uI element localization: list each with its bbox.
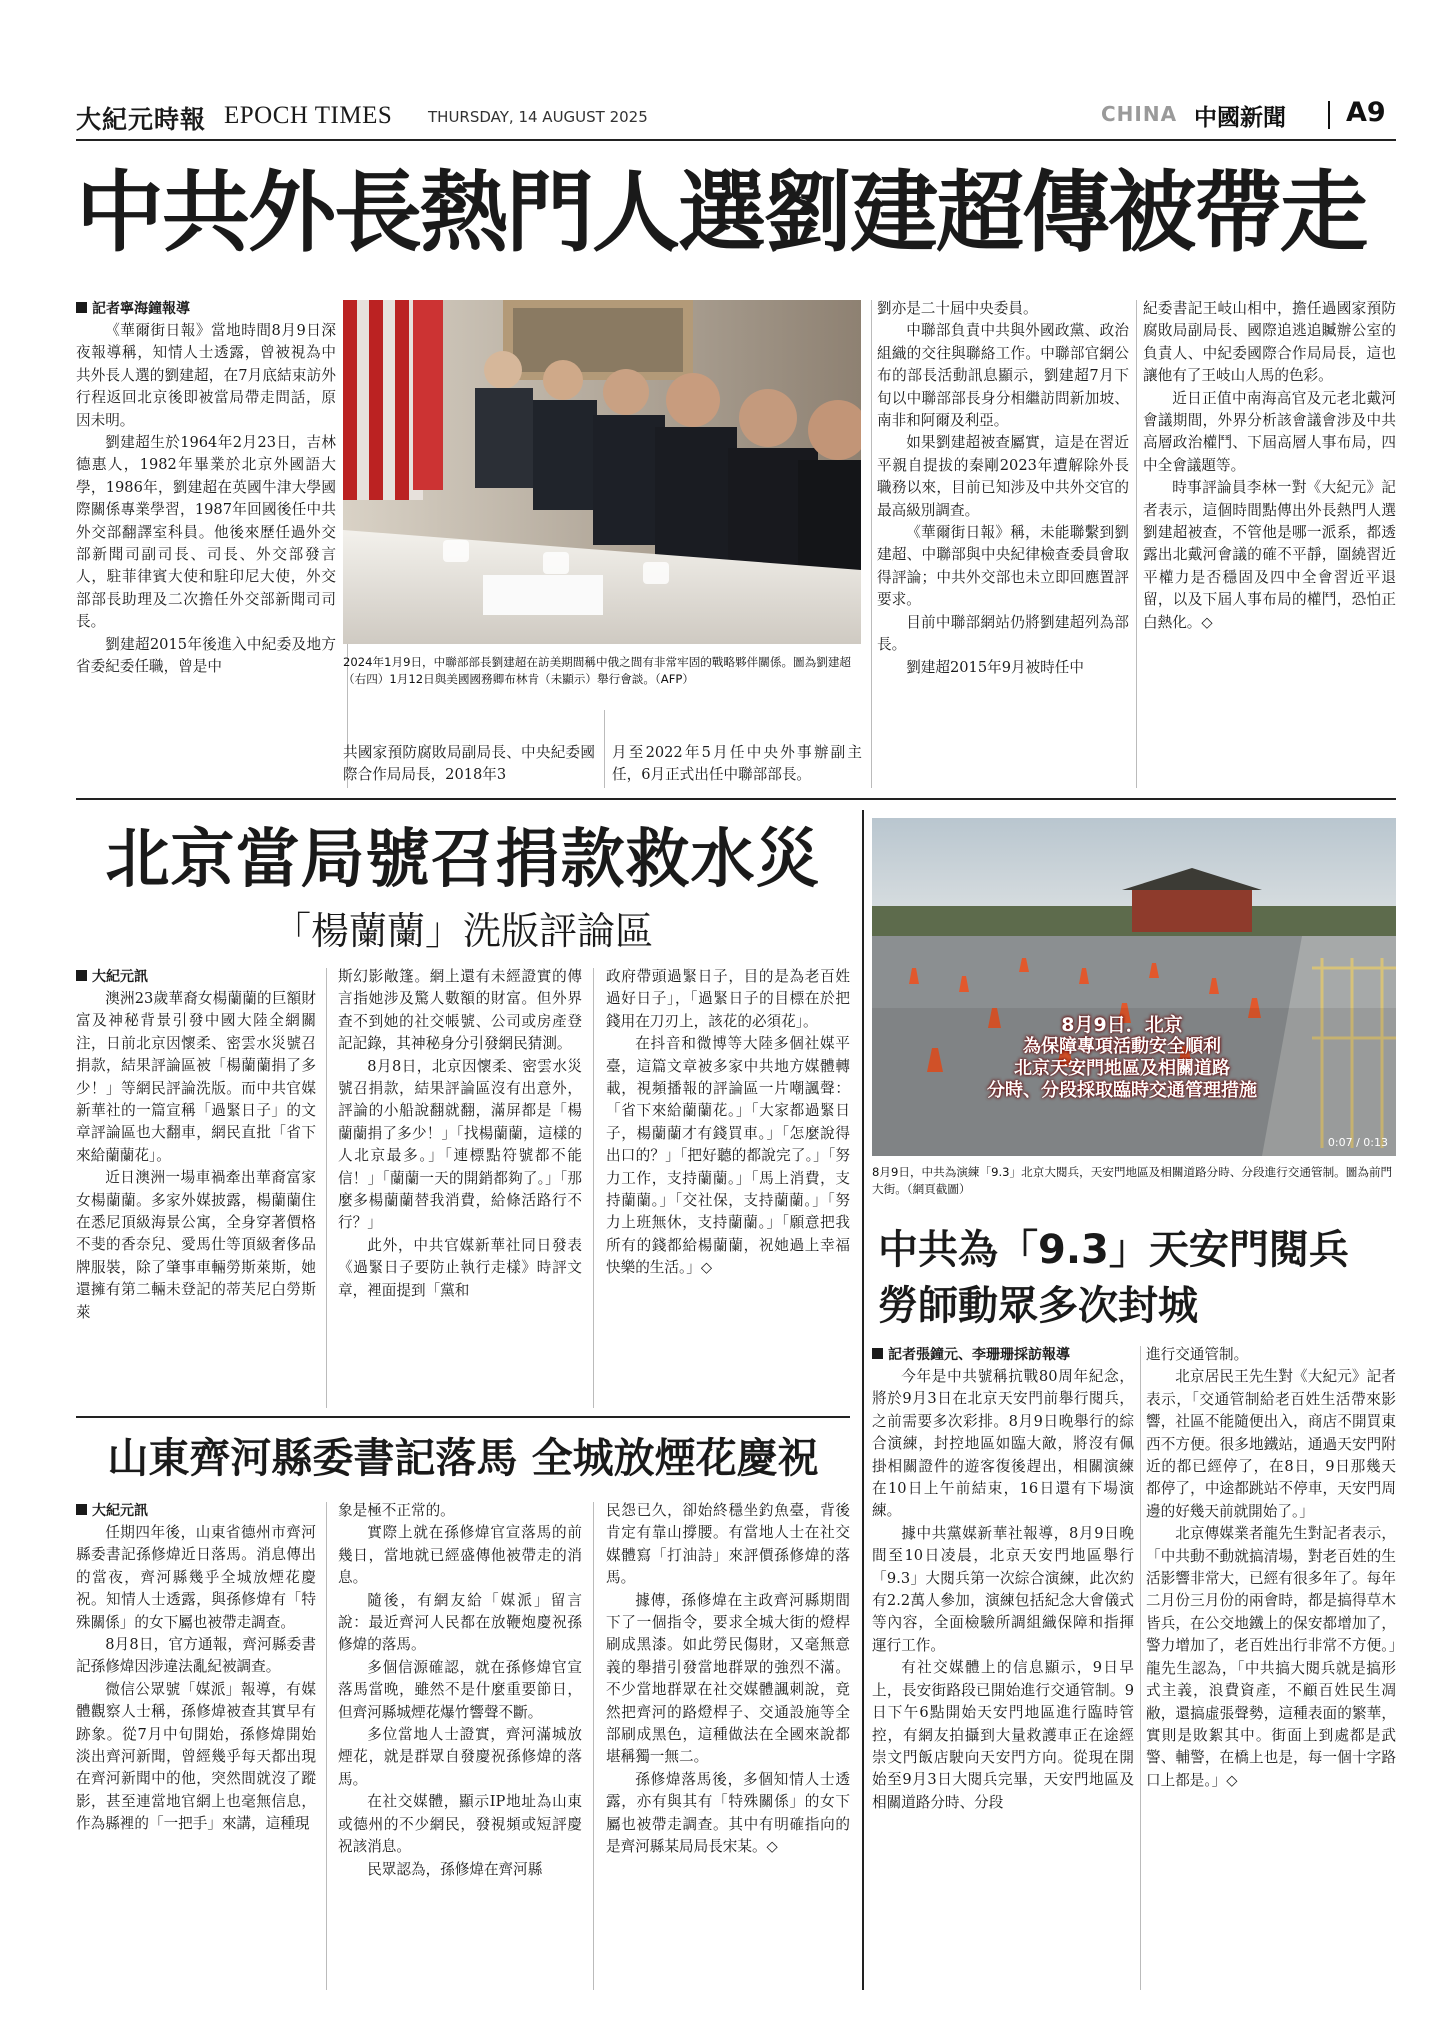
story2-col-rule-2: [593, 968, 594, 1408]
story4-col2-p6: 在社交媒體，顯示IP地址為山東或德州的不少網民，發視頻或短評慶祝該消息。: [338, 1793, 582, 1856]
story1-column-2-bottom: [343, 742, 595, 788]
story4-col3-p1: 民怨已久，卻始終穩坐釣魚臺，背後肯定有靠山撐腰。有當地人士在社交媒體寫「打油詩」來評價孫修煒的落馬。: [606, 1502, 850, 1587]
story1-col4-p5: 目前中聯部網站仍將劉建超列為部長。: [877, 613, 1129, 654]
story4-col2-p7: 民眾認為，孫修煒在齊河縣: [367, 1860, 543, 1878]
story1-col2-text: 共國家預防腐敗局副局長、中央紀委國際合作局局長，2018年3: [343, 744, 595, 784]
byline-marker: [76, 970, 87, 981]
story1-col1-p3: 劉建超2015年後進入中紀委及地方省委紀委任職，曾是中: [76, 635, 336, 676]
story1-col5-p1: 紀委書記王岐山相中，擔任過國家預防腐敗局副局長、國際追逃追贓辦公室的負責人、中紀委國際合作局局長，這也讓他有了王岐山人馬的色彩。: [1143, 300, 1396, 385]
story3-byline: [872, 1344, 1134, 1366]
story1-col4-p4: 《華爾街日報》稱，未能聯繫到劉建超、中聯部與中央紀律檢查委員會取得評論；中共外交部也未立即回應置評要求。: [877, 524, 1129, 609]
story3-col1-p3: 有社交媒體上的信息顯示，9日早上，長安街路段已開始進行交通管制。9日下午6點開始天安門地區進行臨時管控，有網友拍攝到大量救護車正在途經崇文門飯店駛向天安門方向。從現在開始至9月3日大閱兵完畢，天安門地區及相關道路分時、分段: [872, 1659, 1134, 1811]
story1-col4-p2: 中聯部負責中共與外國政黨、政治組織的交往與聯絡工作。中聯部官網公布的部長活動訊息顯示，劉建超7月下旬以中聯部部長身分相繼訪問新加坡、南非和阿爾及利亞。: [877, 322, 1129, 430]
story3-col2-p3: 北京傳媒業者龍先生對記者表示，「中共動不動就搞清場，對老百姓的生活影響非常大，已經有很多年了。每年二月份三月份的兩會時，都是搞得草木皆兵，在公交地鐵上的保安都增加了，警力增加了，老百姓出行非常不方便。」龍先生認為，「中共搞大閱兵就是搞形式主義，浪費資產，不顧百姓民生凋敝，還搞虛張聲勢，這種表面的繁華，實則是敗絮其中。街面上到處都是武警、輔警，在橋上也是，每一個十字路口上都是。」◇: [1146, 1525, 1396, 1789]
story3-col2-p1: 進行交通管制。: [1146, 1346, 1249, 1363]
story3-col1-p2: 據中共黨媒新華社報導，8月9日晚間至10日凌晨，北京天安門地區舉行「9.3」大閱兵第一次綜合演練，此次約有2.2萬人參加，演練包括紀念大會儀式等內容，全面檢驗所調組織保障和指揮運行工作。: [872, 1524, 1134, 1654]
story1-column-4: [877, 298, 1129, 788]
story4-byline: [76, 1500, 316, 1522]
overlay-line-4: 分時、分段採取臨時交通管理措施: [987, 1080, 1257, 1101]
story2-col3-p2: 在抖音和微博等大陸多個社媒平臺，這篇文章被多家中共地方媒體轉載，視頻播報的評論區一片嘲諷聲：「省下來給蘭蘭花。」「大家都過緊日子，楊蘭蘭才有錢買車。」「怎麼說得出口的？」「把好聽的都說完了。」「努力工作，支持蘭蘭。」「馬上消費，支持蘭蘭。」「交社保，支持蘭蘭。」「努力上班無休，支持蘭蘭。」「願意把我所有的錢都給楊蘭蘭，祝她過上幸福快樂的生活。」◇: [606, 1035, 850, 1277]
story4-col2-p1: 象是極不正常的。: [338, 1502, 455, 1519]
story1-col5-p2: 近日正值中南海高官及元老北戴河會議期間，外界分析該會議會涉及中共高層政治權鬥、下屆高層人事布局，四中全會議題等。: [1143, 389, 1396, 474]
story4-column-1: [76, 1522, 316, 1990]
story1-byline-text: 記者寧海鐘報導: [92, 301, 190, 317]
story4-col-rule-1: [326, 1502, 327, 1990]
story3-headline: [878, 1222, 1396, 1334]
story2-byline: [76, 966, 316, 988]
byline-marker: [76, 1504, 87, 1515]
story1-photo: [343, 300, 861, 644]
story3-col1-p1: 今年是中共號稱抗戰80周年紀念，將於9月3日在北京天安門前舉行閱兵，之前需要多次彩排。8月9日晚舉行的綜合演練，封控地區如臨大敵，將沒有佩掛相關證件的遊客復後趕出，相關演練在10日上午前結束，16日還有下場演練。: [872, 1368, 1134, 1520]
masthead-date: THURSDAY, 14 AUGUST 2025: [428, 108, 648, 126]
story4-col2-p5: 多位當地人士證實，齊河滿城放煙花，就是群眾自發慶祝孫修煒的落馬。: [338, 1726, 582, 1788]
story1-column-3-bottom: [612, 742, 862, 788]
story1-col-rule-2: [604, 710, 605, 788]
story1-col3-text: 月至2022年5月任中央外事辦副主任，6月正式出任中聯部部長。: [612, 744, 862, 784]
story4-col3-p3: 孫修煒落馬後，多個知情人士透露，亦有與其有「特殊關係」的女下屬也被帶走調查。其中有明確指向的是齊河縣某局局長宋某。◇: [606, 1770, 850, 1856]
story4-column-3: [606, 1500, 850, 1990]
section-label-cn: 中國新聞: [1194, 105, 1286, 131]
story1-byline: [76, 298, 336, 320]
video-timecode: 0:07 / 0:13: [1327, 1136, 1388, 1149]
story4-col1-p2: 8月8日，官方通報，齊河縣委書記孫修煒因涉違法亂紀被調查。: [76, 1636, 316, 1676]
video-caption: 8月9日，中共為演練「9.3」北京大閱兵，天安門地區及相關道路分時、分段進行交通管制。圖為前門大街。（網頁截圖）: [872, 1165, 1393, 1196]
story4-col2-p3: 隨後，有網友給「媒派」留言說：最近齊河人民都在放鞭炮慶祝孫修煒的落馬。: [338, 1591, 582, 1654]
overlay-line-2: 為保障專項活動安全順利: [1023, 1036, 1221, 1057]
section-divider-vertical: [862, 810, 864, 1990]
story1-col4-p3: 如果劉建超被查屬實，這是在習近平親自提拔的秦剛2023年遭解除外長職務以來，目前已知涉及中共外交官的最高級別調查。: [877, 434, 1129, 519]
masthead-logo-cn: 大紀元時報: [76, 105, 207, 134]
masthead: [76, 96, 1396, 136]
story4-col1-p3: 微信公眾號「媒派」報導，有媒體觀察人士稱，孫修煒被查其實早有跡象。從7月中旬開始，孫修煒開始淡出齊河新聞，曾經幾乎每天都出現在齊河新聞中的他，突然間就沒了蹤影，甚至連當地官網上也毫無信息，作為縣裡的「一把手」來講，這種現: [76, 1680, 316, 1833]
story4-col1-p1: 任期四年後，山東省德州市齊河縣委書記孫修煒近日落馬。消息傳出的當夜，齊河縣幾乎全城放煙花慶祝。知情人士透露，與孫修煒有「特殊關係」的女下屬也被帶走調查。: [76, 1524, 316, 1631]
meeting-photo-illustration: [343, 300, 861, 644]
story1-col4-p6: 劉建超2015年9月被時任中: [906, 658, 1084, 676]
masthead-rule: [76, 139, 1396, 141]
story3-byline-text: 記者張鐘元、李珊珊採訪報導: [888, 1347, 1070, 1363]
story2-col1-p1: 澳洲23歲華裔女楊蘭蘭的巨額財富及神秘背景引發中國大陸全網關注，日前北京因懷柔、密雲水災號召捐款，結果評論區被「楊蘭蘭捐了多少！」等網民評論洗版。而中共官媒新華社的一篇宣稱「過緊日子」的文章評論區也大翻車，網民直批「省下來給蘭蘭花」。: [76, 990, 316, 1164]
story2-byline-text: 大紀元訊: [92, 969, 148, 985]
story1-column-1: [76, 320, 336, 788]
tiananmen-street-illustration: [872, 818, 1396, 1156]
story4-headline: 山東齊河縣委書記落馬 全城放煙花慶祝: [107, 1434, 819, 1482]
story1-col-rule-4: [1136, 300, 1137, 788]
story2-col2-p2: 8月8日，北京因懷柔、密雲水災號召捐款，結果評論區沒有出意外，評論的小船說翻就翻，滿屏都是「楊蘭蘭捐了多少！」「找楊蘭蘭，這樣的人北京最多。」「連標點符號都不能信！」「蘭蘭一天的開銷都夠了。」「那麼多楊蘭蘭替我消費，給條活路行不行？」: [338, 1057, 582, 1232]
story3-column-1: [872, 1366, 1134, 1990]
story1-col1-p1: 《華爾街日報》當地時間8月9日深夜報導稱，知情人士透露，曾被視為中共外長人選的劉建超，在7月底結束訪外行程返回北京後即被當局帶走問話，原因未明。: [76, 322, 336, 429]
story2-headline: 北京當局號召捐款救水災: [105, 823, 821, 897]
video-screenshot[interactable]: [872, 818, 1396, 1156]
story3-column-2: [1146, 1344, 1396, 1990]
story2-col-rule-1: [326, 968, 327, 1408]
story1-col-rule-3: [871, 300, 872, 788]
story4-col2-p4: 多個信源確認，就在孫修煒官宣落馬當晚，雖然不是什麼重要節日，但齊河縣城煙花爆竹響聲不斷。: [338, 1658, 582, 1721]
story3-headline-line-1: 中共為「9.3」天安門閱兵: [878, 1227, 1349, 1273]
overlay-line-3: 北京天安門地區及相關道路: [1014, 1058, 1230, 1079]
story4-col2-p2: 實際上就在孫修煒官宣落馬的前幾日，當地就已經盛傳他被帶走的消息。: [338, 1524, 582, 1587]
story3-col2-p2: 北京居民王先生對《大紀元》記者表示，「交通管制給老百姓生活帶來影響，社區不能隨便出入，商店不開買東西不方便。很多地鐵站，通過天安門附近的都已經停了，在8日，9日那幾天都停了，中途都跳站不停車，天安門周邊的好幾天前就開始了。」: [1146, 1368, 1396, 1520]
story1-column-5: [1143, 298, 1396, 788]
story3-col-rule: [1140, 1346, 1141, 1990]
story4-col3-p2: 據傳，孫修煒在主政齊河縣期間下了一個指令，要求全城大街的燈桿刷成黑漆。如此勞民傷財，又毫無意義的舉措引發當地群眾的強烈不滿。不少當地群眾在社交媒體諷刺說，竟然把齊河的路燈桿子、交通設施等全部刷成黑色，這種做法在全國來說都堪稱獨一無二。: [606, 1591, 850, 1766]
section-label-en: CHINA: [1101, 102, 1178, 126]
byline-marker: [872, 1348, 883, 1359]
story2-column-2: [338, 966, 582, 1408]
video-overlay-text: [872, 1014, 1292, 1102]
story2-column-3: [606, 966, 850, 1408]
story4-col-rule-2: [593, 1502, 594, 1990]
byline-marker: [76, 302, 87, 313]
story1-headline: 中共外長熱門人選劉建超傳被帶走: [76, 161, 1367, 264]
page-number: A9: [1346, 97, 1386, 128]
story2-col3-p1: 政府帶頭過緊日子，目的是為老百姓過好日子」，「過緊日子的目標在於把錢用在刀刃上，該花的必須花」。: [606, 968, 850, 1030]
story1-col5-p3: 時事評論員李林一對《大紀元》記者表示，這個時間點傳出外長熱門人選劉建超被查，不管他是哪一派系，都透露出北戴河會議的確不平靜，圍繞習近平權力是否穩固及四中全會習近平退留，以及下屆人事布局的權鬥，恐怕正白熱化。◇: [1143, 479, 1396, 631]
story2-col1-p2: 近日澳洲一場車禍牽出華裔富家女楊蘭蘭。多家外媒披露，楊蘭蘭住在悉尼頂級海景公寓，全身穿著價格不斐的香奈兒、愛馬仕等頂級奢侈品牌服裝，除了肇事車輛勞斯萊斯，她還擁有第二輛未登記的蒂芙尼白勞斯萊: [76, 1169, 316, 1321]
story2-column-1: [76, 988, 316, 1408]
story2-col2-p1: 斯幻影敞篷。網上還有未經證實的傳言指她涉及驚人數額的財富。但外界查不到她的社交帳號、公司或房產登記記錄，其神秘身分引發網民猜測。: [338, 968, 582, 1053]
story1-photo-caption: 2024年1月9日，中聯部部長劉建超在訪美期間稱中俄之間有非常牢固的戰略夥伴關係。圖為劉建超（右四）1月12日與美國國務卿布林肯（未顯示）舉行會談。（AFP）: [343, 655, 852, 686]
story2-subheadline: 「楊蘭蘭」洗版評論區: [272, 909, 653, 953]
story1-col4-p1: 劉亦是二十屆中央委員。: [877, 300, 1038, 317]
overlay-line-1: 8月9日．北京: [1061, 1014, 1183, 1036]
masthead-logo-en: EPOCH TIMES: [224, 102, 393, 129]
story4-column-2: [338, 1500, 582, 1990]
story1-col1-p2: 劉建超生於1964年2月23日，吉林德惠人，1982年畢業於北京外國語大學，1986年，劉建超在英國牛津大學國際關係專業學習，1987年回國後任中共外交部翻譯室科員。他後來歷任過外交部新聞司副司長、司長、外交部發言人，駐菲律賓大使和駐印尼大使，外交部部長助理及二次擔任外交部新聞司司長。: [76, 434, 336, 631]
story4-byline-text: 大紀元訊: [92, 1503, 148, 1519]
story2-col2-p3: 此外，中共官媒新華社同日發表《過緊日子要防止執行走樣》時評文章，裡面提到「黨和: [338, 1236, 582, 1299]
story1-bottom-rule: [76, 798, 1396, 800]
story2-bottom-rule: [76, 1416, 850, 1418]
story3-headline-line-2: 勞師動眾多次封城: [878, 1283, 1198, 1329]
section-divider: [1328, 101, 1330, 129]
